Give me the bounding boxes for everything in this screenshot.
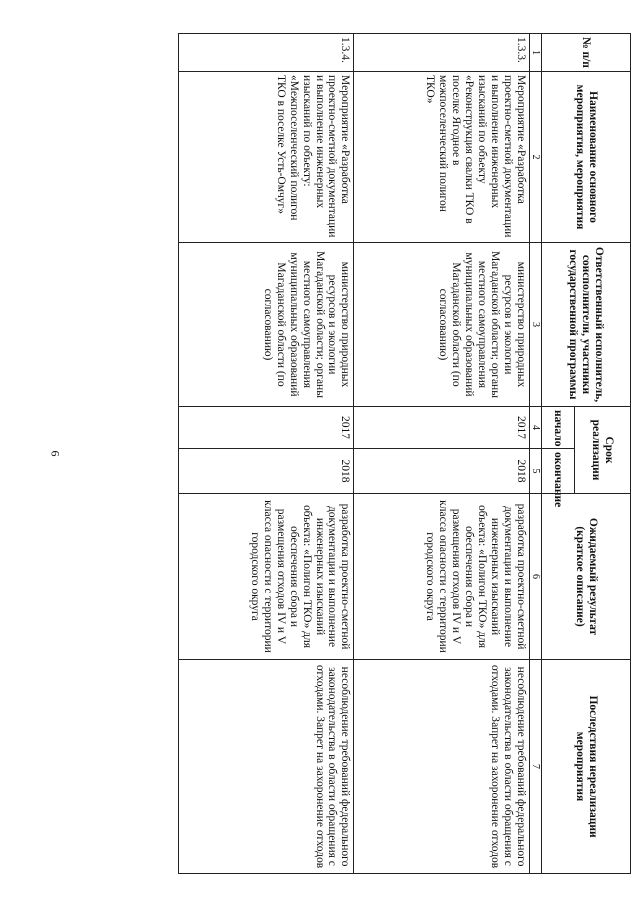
header-row-1 [574,34,630,874]
row-consequences: несоблюдение требований федерального законодательства в области обращения с отходами. Запрет на захоронение отходов [354,660,529,874]
header-name: Наименование основного мероприятия, мероприятия [541,72,630,243]
row-name: Мероприятие «Разработка проектно-сметной документации и выполнение инженерных изысканий по объекту: «Межпоселенческий полигон ТКО в поселке Усть-Омчуг» [179,72,354,243]
page-number: 6 [48,450,63,457]
column-number: 2 [529,72,541,243]
row-num: 1.3.4. [179,34,354,72]
row-consequences: несоблюдение требований федерального законодательства в области обращения с отходами. Запрет на захоронение отходов [179,660,354,874]
column-number: 3 [529,243,541,407]
column-number: 4 [529,407,541,449]
row-end: 2018 [354,449,529,494]
row-result: разработка проектно-сметной документации и выполнение инженерных изысканий объекта: «Полигон ТКО» для обеспечения сбора и размещения отходов IV и V класса опасности с территории городского округа [354,494,529,660]
header-responsible: Ответственный исполнитель, соисполнители, участники государственной программы [541,243,630,407]
header-period: Срок реализации [574,407,630,494]
column-number-row [529,34,541,874]
column-number: 1 [529,34,541,72]
column-number: 7 [529,660,541,874]
activities-table [178,33,631,874]
column-number: 5 [529,449,541,494]
rotated-table-wrapper [178,33,631,873]
row-end: 2018 [179,449,354,494]
row-num: 1.3.3. [354,34,529,72]
header-start: начало [541,407,574,449]
row-start: 2017 [179,407,354,449]
table-row [354,34,529,874]
row-name: Мероприятие «Разработка проектно-сметной документации и выполнение инженерных изысканий по объекту «Реконструкция свалки ТКО в поселке Ягодное в межпоселенческий полигон ТКО» [354,72,529,243]
column-number: 6 [529,494,541,660]
header-result: Ожидаемый результат (краткое описание) [541,494,630,660]
header-num: № п/п [541,34,630,72]
row-start: 2017 [354,407,529,449]
row-result: разработка проектно-сметной документации и выполнение инженерных изысканий объекта: «Полигон ТКО» для обеспечения сбора и размещения отходов IV и V класса опасности с территории городского округа [179,494,354,660]
header-consequences: Последствия нереализации мероприятия [541,660,630,874]
table-row [179,34,354,874]
header-end: окончание [541,449,574,494]
row-responsible: министерство природных ресурсов и экологии Магаданской области; органы местного самоуправления муниципальных образований Магаданской области (по согласованию) [354,243,529,407]
row-responsible: министерство природных ресурсов и экологии Магаданской области; органы местного самоуправления муниципальных образований Магаданской области (по согласованию) [179,243,354,407]
